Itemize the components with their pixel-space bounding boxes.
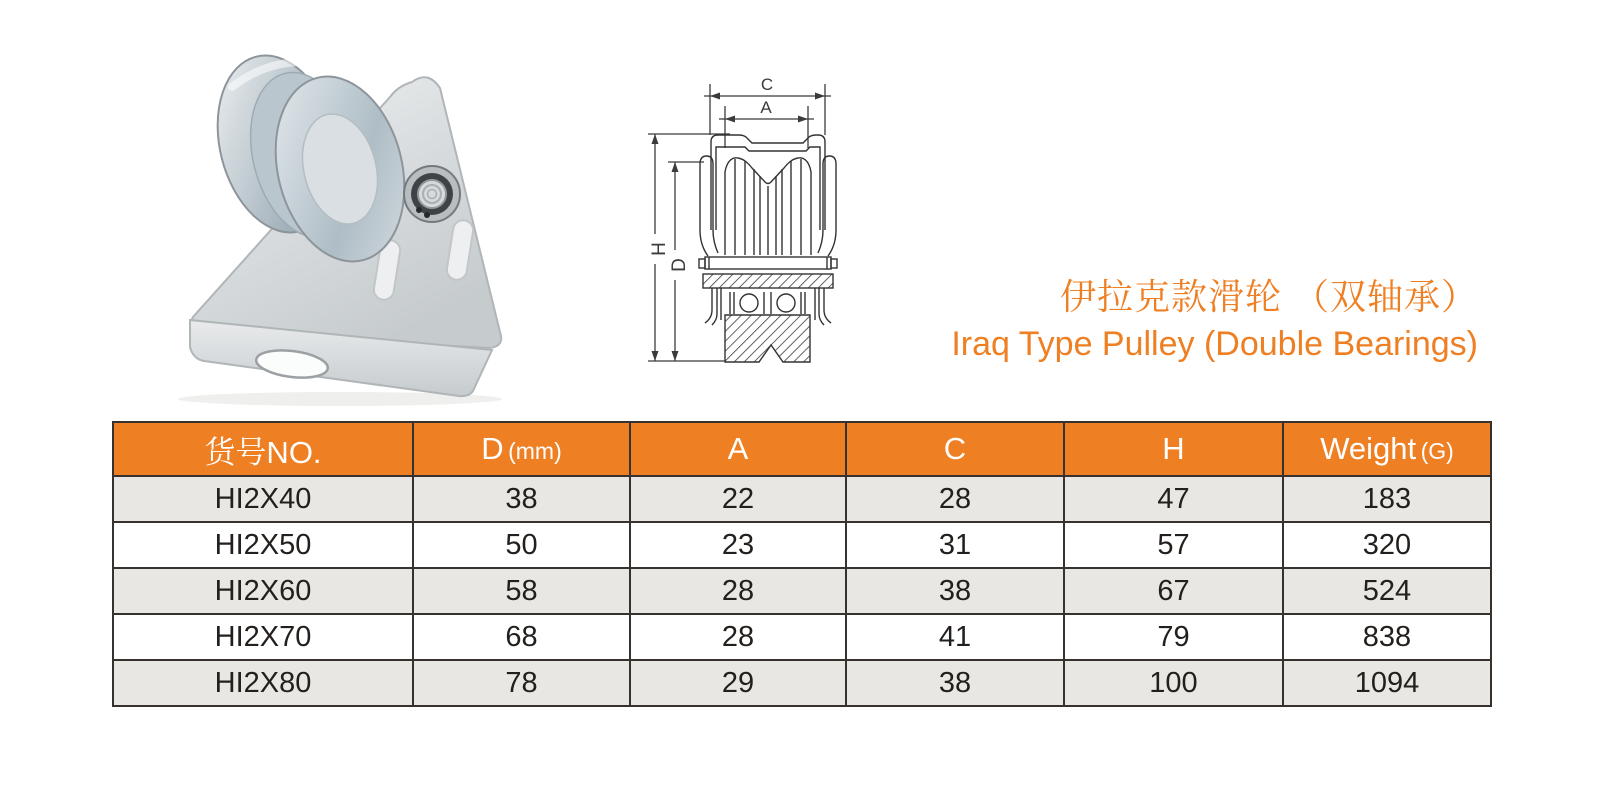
table-row bbox=[113, 476, 1491, 522]
pulley-photo-illustration bbox=[140, 42, 560, 410]
table-cell: 57 bbox=[1064, 522, 1283, 568]
dimension-diagram bbox=[608, 52, 876, 387]
table-cell: 320 bbox=[1283, 522, 1491, 568]
product-photo bbox=[140, 42, 560, 410]
pulley-section-drawing bbox=[608, 52, 876, 387]
table-cell: 78 bbox=[413, 660, 630, 706]
header-label: H bbox=[1162, 431, 1185, 466]
header-label: 货号NO. bbox=[204, 434, 322, 470]
table-row bbox=[113, 614, 1491, 660]
header-unit: (G) bbox=[1420, 438, 1454, 464]
column-header-h bbox=[1064, 422, 1283, 476]
header-label: A bbox=[727, 431, 749, 466]
header-label: C bbox=[943, 431, 967, 466]
table-row bbox=[113, 660, 1491, 706]
table-cell: HI2X70 bbox=[113, 614, 413, 660]
pulley-body-outline bbox=[699, 135, 837, 362]
table-cell: 68 bbox=[413, 614, 630, 660]
dim-label-a: A bbox=[760, 98, 772, 117]
table-cell: 22 bbox=[630, 476, 846, 522]
table-cell: 67 bbox=[1064, 568, 1283, 614]
table-cell: 183 bbox=[1283, 476, 1491, 522]
wheel bbox=[200, 43, 423, 276]
dim-label-c: C bbox=[760, 75, 774, 94]
table-cell: 838 bbox=[1283, 614, 1491, 660]
axle-bolt bbox=[404, 166, 460, 222]
dim-label-d: D bbox=[669, 258, 690, 272]
table-cell: 50 bbox=[413, 522, 630, 568]
table-cell: 41 bbox=[846, 614, 1064, 660]
product-title-en: Iraq Type Pulley (Double Bearings) bbox=[951, 325, 1478, 363]
column-header-d bbox=[413, 422, 630, 476]
column-header-c bbox=[846, 422, 1064, 476]
table-cell: 28 bbox=[630, 568, 846, 614]
table-cell: 23 bbox=[630, 522, 846, 568]
table-row bbox=[113, 568, 1491, 614]
table-cell: 28 bbox=[630, 614, 846, 660]
table-cell: 47 bbox=[1064, 476, 1283, 522]
table-cell: 29 bbox=[630, 660, 846, 706]
table-cell: 1094 bbox=[1283, 660, 1491, 706]
header-row bbox=[113, 422, 1491, 476]
table-cell: 28 bbox=[846, 476, 1064, 522]
table-cell: 38 bbox=[846, 568, 1064, 614]
column-header-weight bbox=[1283, 422, 1491, 476]
spec-table bbox=[112, 421, 1492, 707]
table-cell: 100 bbox=[1064, 660, 1283, 706]
table-cell: 38 bbox=[846, 660, 1064, 706]
column-header-a bbox=[630, 422, 846, 476]
header-unit: (mm) bbox=[508, 438, 562, 464]
header-label: D bbox=[481, 431, 504, 466]
column-header-item-no bbox=[113, 422, 413, 476]
table-cell: 38 bbox=[413, 476, 630, 522]
product-title-zh: 伊拉克款滑轮 （双轴承） bbox=[1059, 276, 1478, 317]
spec-table-container bbox=[112, 421, 1490, 707]
table-row bbox=[113, 522, 1491, 568]
table-cell: 31 bbox=[846, 522, 1064, 568]
product-title-block bbox=[951, 272, 1478, 366]
table-cell: HI2X80 bbox=[113, 660, 413, 706]
header-label: Weight bbox=[1320, 431, 1417, 466]
table-cell: HI2X40 bbox=[113, 476, 413, 522]
dim-label-h: H bbox=[649, 242, 670, 256]
table-cell: HI2X50 bbox=[113, 522, 413, 568]
table-cell: 58 bbox=[413, 568, 630, 614]
table-cell: HI2X60 bbox=[113, 568, 413, 614]
table-cell: 79 bbox=[1064, 614, 1283, 660]
table-cell: 524 bbox=[1283, 568, 1491, 614]
